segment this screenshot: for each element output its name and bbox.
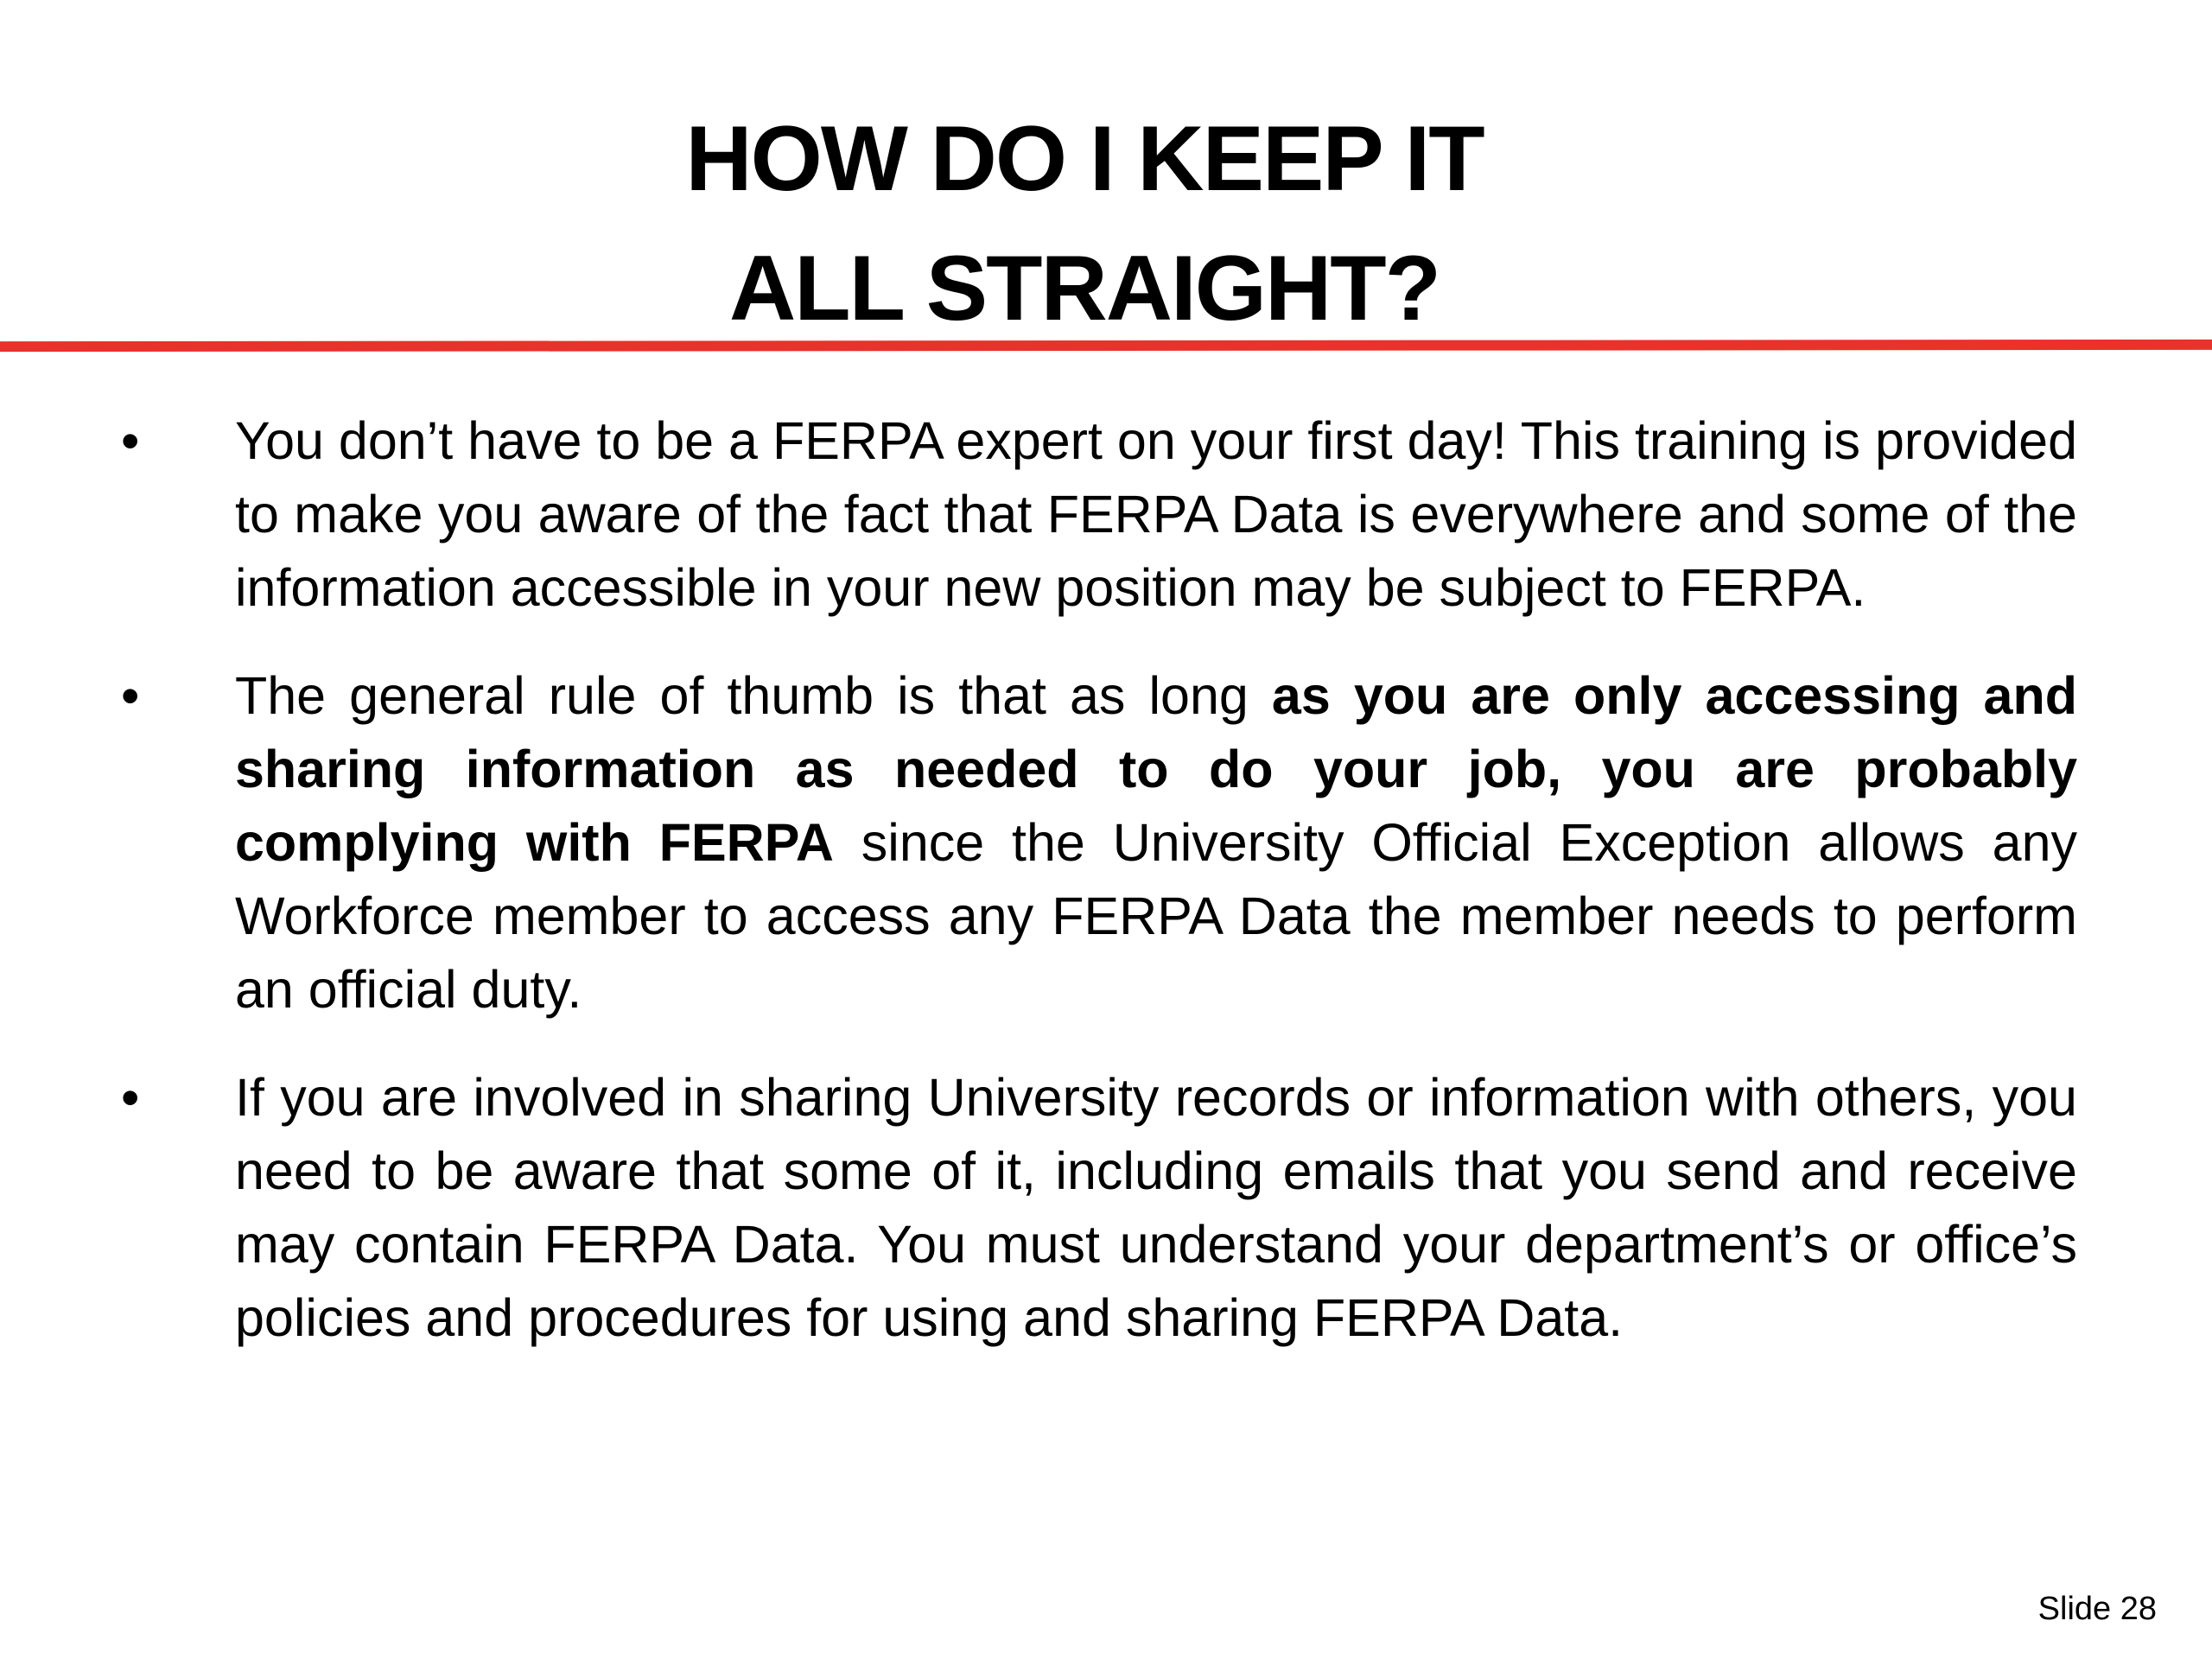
- slide-title: [0, 93, 2169, 353]
- bullet-text-regular: If you are involved in sharing University records or information with others, you need to be aware that some of it, including emails that you send and receive may contain FERPA Data. You must understand your department’s or office’s policies and procedures for using and sharing FERPA Data.: [235, 1068, 2077, 1347]
- bullet-marker: •: [121, 1068, 140, 1127]
- bullet-marker: •: [121, 411, 140, 470]
- bullet-item: [121, 404, 2077, 625]
- bullet-marker: •: [121, 666, 140, 725]
- bullet-text-regular: You don’t have to be a FERPA expert on your first day! This training is provided to make you aware of the fact that FERPA Data is everywhere and some of the information accessible in your new position may be subject to FERPA.: [235, 411, 2077, 617]
- bullet-list: [121, 404, 2077, 1389]
- slide-number: Slide 28: [2037, 1591, 2157, 1627]
- bullet-text: [235, 666, 2077, 1019]
- bullet-text: [235, 1068, 2077, 1347]
- title-divider: [0, 340, 2212, 352]
- bullet-text-regular-after: since the University Official Exception allows any Workforce member to access any FERPA Data the member needs to perform an official duty.: [235, 813, 2077, 1019]
- title-line-2: ALL STRAIGHT?: [728, 236, 1440, 340]
- bullet-text-regular: The general rule of thumb is that as long: [235, 666, 1272, 725]
- bullet-text-bold: as you are only accessing and sharing information as needed to do your job, you are probably complying with FERPA: [235, 666, 2078, 872]
- bullet-text: [235, 411, 2077, 617]
- bullet-item: [121, 1061, 2077, 1355]
- bullet-item: [121, 659, 2077, 1027]
- title-line-1: HOW DO I KEEP IT: [685, 106, 1484, 210]
